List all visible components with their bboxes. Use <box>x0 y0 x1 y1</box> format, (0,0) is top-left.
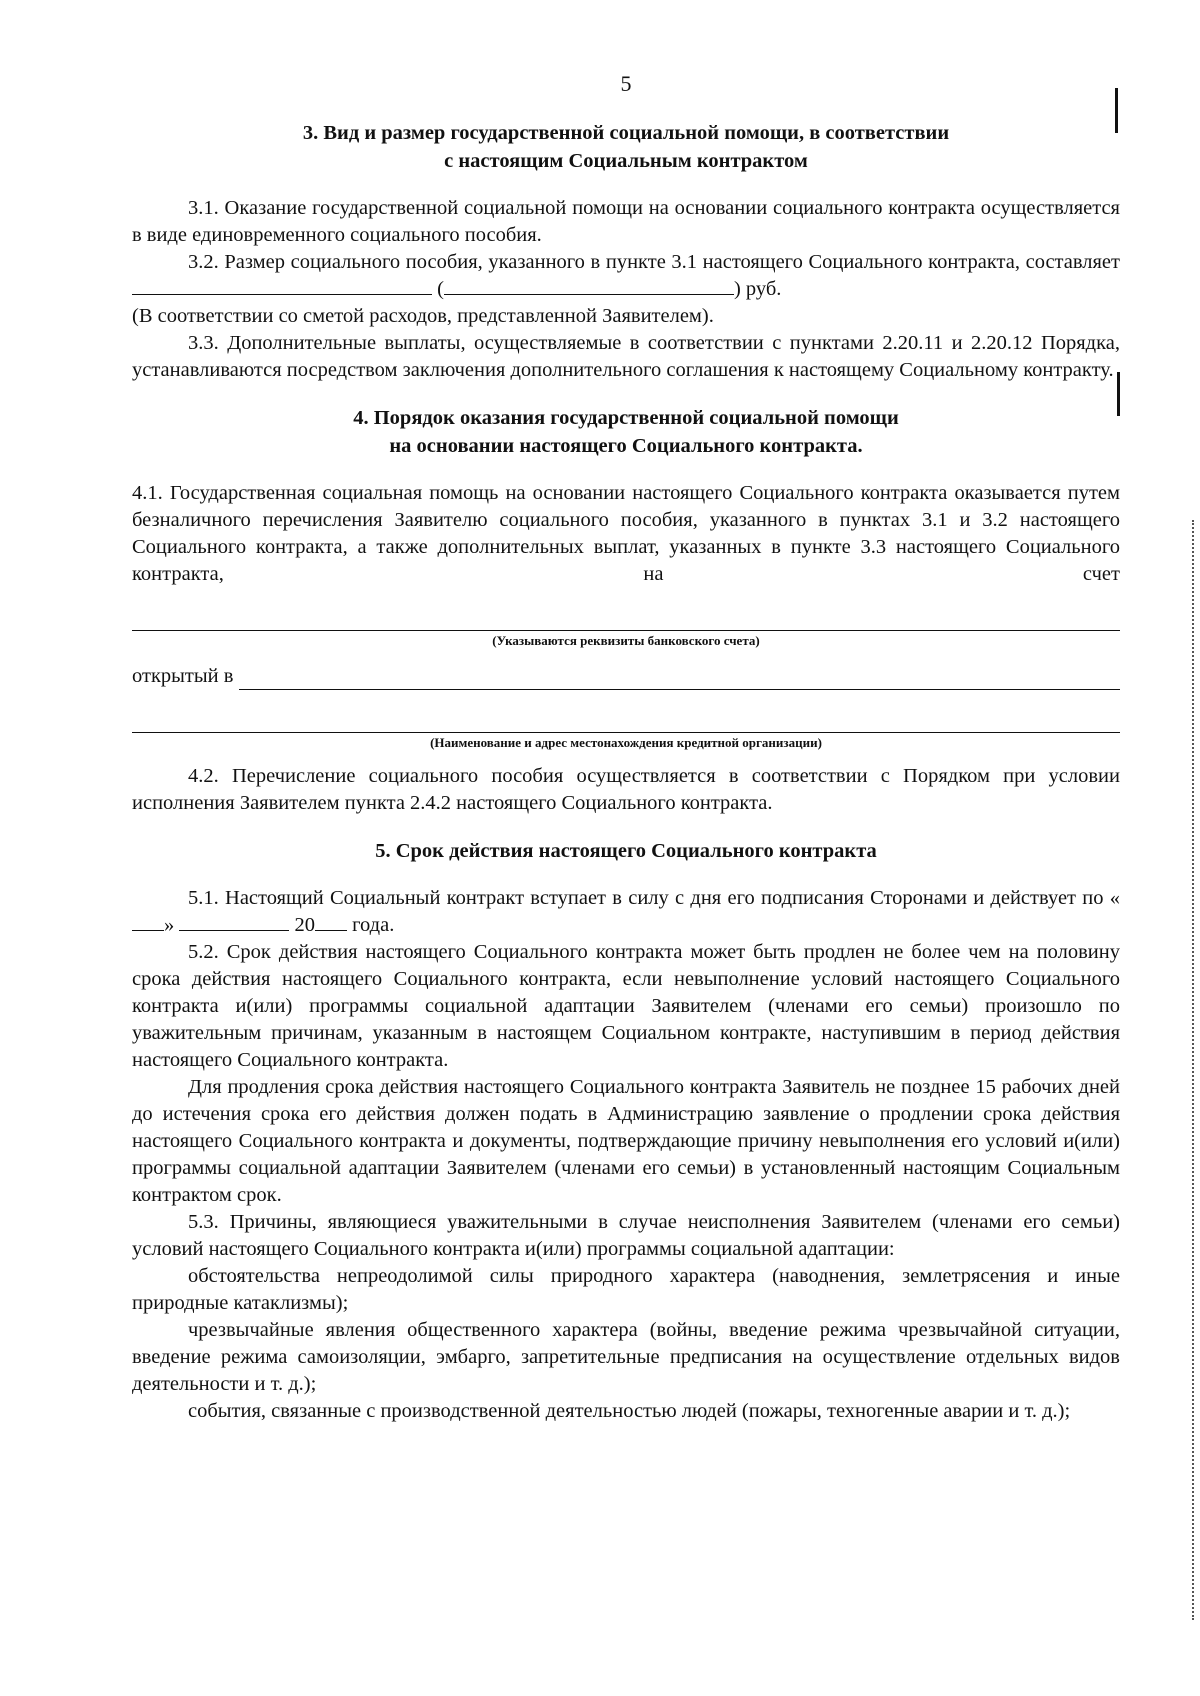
section-4-title-line1: 4. Порядок оказания государственной социальной помощи <box>353 407 899 429</box>
month-field[interactable] <box>179 912 289 931</box>
opened-in-label: открытый в <box>132 665 234 687</box>
year-prefix: 20 <box>294 914 315 936</box>
bank-account-field[interactable] <box>132 598 1120 631</box>
section-4-title <box>132 404 1120 460</box>
section-3-title-line2: с настоящим Социальным контрактом <box>444 150 808 172</box>
paragraph-4-1: 4.1. Государственная социальная помощь на основании настоящего Социального контракта оказывается путем безналичного перечисления Заявителю социального пособия, указанного в пунктах 3.1 и 3.2 настоящего Социального контракта, а также дополнительных выплат, указанных в пункте 3.3 настоящего Социального контракта, на счет <box>132 482 1120 585</box>
section-3-title-line1: 3. Вид и размер государственной социальной помощи, в соответствии <box>302 122 950 144</box>
bank-account-caption: (Указываются реквизиты банковского счета) <box>492 633 760 648</box>
paragraph-3-2-note: (В соответствии со сметой расходов, представленной Заявителем). <box>132 305 714 327</box>
section-5-title: 5. Срок действия настоящего Социального контракта <box>375 840 877 862</box>
paragraph-3-2 <box>132 249 1120 303</box>
list-item-social: чрезвычайные явления общественного характера (войны, введение режима чрезвычайной ситуации, введение режима самоизоляции, эмбарго, запретительные предписания на осуществление отдельных видов деятельности и т. д.); <box>132 1319 1120 1395</box>
quote-close: » <box>164 914 175 936</box>
scan-mark-top <box>1115 88 1118 133</box>
credit-org-field[interactable] <box>132 700 1120 733</box>
paragraph-5-2-extension: Для продления срока действия настоящего Социального контракта Заявитель не позднее 15 рабочих дней до истечения срока его действия должен подать в Администрацию заявление о продлении срока действия настоящего Социального контракта и документы, подтверждающие причину невыполнения его условий и(или) программы социальной адаптации Заявителем (членами его семьи) в установленный настоящим Социальным контрактом срок. <box>132 1076 1120 1206</box>
paragraph-5-1 <box>132 885 1120 939</box>
credit-org-caption: (Наименование и адрес местонахождения кредитной организации) <box>430 735 822 750</box>
paren-open: ( <box>437 278 444 300</box>
list-item-natural: обстоятельства непреодолимой силы природного характера (наводнения, землетрясения и иные природные катаклизмы); <box>132 1265 1120 1314</box>
amount-words-field[interactable] <box>444 276 734 295</box>
paragraph-5-2: 5.2. Срок действия настоящего Социального контракта может быть продлен не более чем на половину срока действия настоящего Социального контракта, если невыполнение условий настоящего Социального контракта и(или) программы социальной адаптации Заявителем (членами его семьи) произошло по уважительным причинам, указанным в настоящем Социальном контракте, наступившим в период действия настоящего Социального контракта. <box>132 941 1120 1071</box>
opened-in-field[interactable] <box>239 669 1120 690</box>
year-suffix: года. <box>352 914 395 936</box>
paragraph-3-2-text: 3.2. Размер социального пособия, указанного в пункте 3.1 настоящего Социального контракта, составляет <box>188 251 1120 273</box>
paren-close-currency: ) руб. <box>733 278 782 300</box>
day-field[interactable] <box>132 912 164 931</box>
list-item-industrial: события, связанные с производственной деятельностью людей (пожары, техногенные аварии и т. д.); <box>188 1400 1071 1422</box>
paragraph-5-1-text: 5.1. Настоящий Социальный контракт вступает в силу с дня его подписания Сторонами и действует по « <box>188 887 1120 909</box>
section-3-title <box>132 119 1120 175</box>
paragraph-4-2: 4.2. Перечисление социального пособия осуществляется в соответствии с Порядком при условии исполнения Заявителем пункта 2.4.2 настоящего Социального контракта. <box>132 765 1120 814</box>
amount-digits-field[interactable] <box>132 276 432 295</box>
page-number: 5 <box>620 71 632 96</box>
section-4-title-line2: на основании настоящего Социального контракта. <box>389 435 863 457</box>
credit-org-row <box>132 663 1120 690</box>
scan-edge <box>1190 520 1194 1620</box>
year-field[interactable] <box>315 912 347 931</box>
paragraph-3-1: 3.1. Оказание государственной социальной помощи на основании социального контракта осуществляется в виде единовременного социального пособия. <box>132 197 1120 246</box>
paragraph-3-3: 3.3. Дополнительные выплаты, осуществляемые в соответствии с пунктами 2.20.11 и 2.20.12 Порядка, устанавливаются посредством заключения дополнительного соглашения к настоящему Социальному контракту. <box>132 332 1120 381</box>
scan-mark-middle <box>1117 372 1120 416</box>
paragraph-5-3: 5.3. Причины, являющиеся уважительными в случае неисполнения Заявителем (членами его семьи) условий настоящего Социального контракта и(или) программы социальной адаптации: <box>132 1211 1120 1260</box>
